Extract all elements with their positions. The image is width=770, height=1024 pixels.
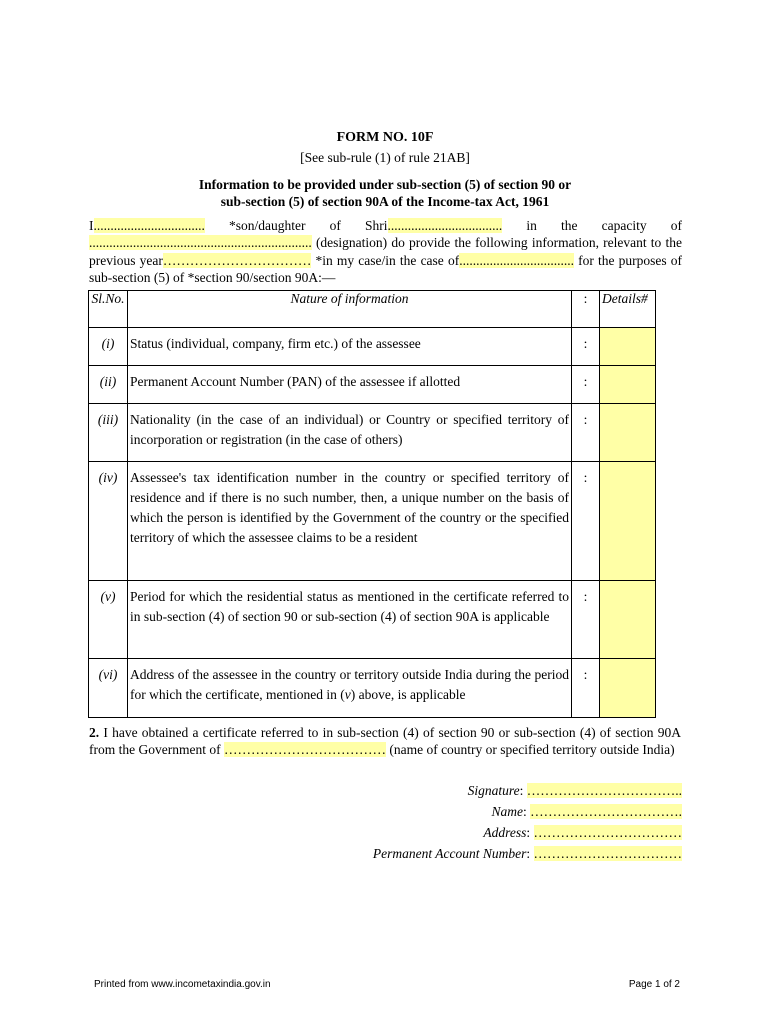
country-name-field[interactable]: ………………………………	[223, 742, 386, 758]
row-description: Period for which the residential status as mentioned in the certificate referred to in sub-section (4) of section 90 or sub-section (4) of section 90A is applicable	[130, 589, 569, 624]
table-row	[89, 366, 656, 404]
footer-source: Printed from www.incometaxindia.gov.in	[94, 979, 271, 990]
signature-label: Signature	[467, 783, 520, 798]
certificate-paragraph	[89, 724, 681, 759]
details-field-address[interactable]	[600, 659, 656, 718]
name-label: Name	[491, 804, 523, 819]
name-field[interactable]: …………………………….	[530, 804, 682, 819]
row-number: (v)	[100, 589, 116, 604]
information-table	[88, 290, 656, 718]
intro-text-2: *son/daughter of Shri	[204, 218, 388, 233]
table-row	[89, 581, 656, 659]
intro-text-4: (designation) do provide the following information, relevant to the previous year	[89, 235, 682, 268]
address-line: Address: ……………………………	[483, 825, 682, 840]
row-description: Assessee's tax identification number in the country or specified territory of residence and if there is no such number, then, a unique number on the basis of which the person is identified by the Government of the country or the specified territory of which the assessee claims to be a resident	[130, 470, 569, 545]
pan-field[interactable]: ……………………………	[533, 846, 682, 861]
row-description: Permanent Account Number (PAN) of the assessee if allotted	[130, 374, 461, 389]
previous-year-field[interactable]: ……………………………	[162, 252, 312, 268]
intro-text-3: in the capacity of	[502, 218, 682, 233]
header-nature: Nature of information	[128, 291, 572, 328]
row-description: Status (individual, company, firm etc.) of the assessee	[130, 336, 421, 351]
para-text-1: I have obtained a certificate referred to in sub-section (4) of section 90 or sub-section (4) of section 90A from the Government of	[89, 725, 681, 758]
table-row	[89, 328, 656, 366]
details-field-pan[interactable]	[600, 366, 656, 404]
details-field-status[interactable]	[600, 328, 656, 366]
row-number: (i)	[101, 336, 115, 351]
details-field-tin[interactable]	[600, 462, 656, 581]
header-details: Details#	[600, 291, 656, 328]
header-colon: :	[572, 291, 600, 328]
row-number: (iii)	[97, 412, 119, 427]
heading-line-2: sub-section (5) of section 90A of the Income-tax Act, 1961	[220, 194, 550, 209]
row-description-b: ) above, is applicable	[350, 687, 466, 702]
table-header-row	[89, 291, 656, 328]
row-description: Nationality (in the case of an individual) or Country or specified territory of incorporation or registration (in the case of others)	[130, 412, 569, 447]
row-colon: :	[583, 412, 588, 427]
intro-text-6: for the purposes of sub-section (5) of *section 90/section 90A:—	[89, 252, 682, 285]
signature-line: Signature: ……………………………..	[467, 783, 682, 798]
case-of-field[interactable]: ..................................	[459, 252, 574, 268]
pan-label: Permanent Account Number	[372, 846, 527, 861]
row-description	[128, 659, 571, 715]
row-number: (iv)	[98, 470, 118, 485]
header-slno: Sl.No.	[89, 291, 128, 328]
page-number: Page 1 of 2	[628, 979, 680, 990]
form-subrule: [See sub-rule (1) of rule 21AB]	[300, 150, 470, 165]
details-field-period[interactable]	[600, 581, 656, 659]
assessee-name-field[interactable]: .................................	[93, 218, 205, 233]
table-row	[89, 659, 656, 718]
row-colon: :	[583, 667, 588, 682]
designation-field[interactable]: ..................................................................	[89, 235, 312, 251]
row-colon: :	[583, 589, 588, 604]
form-heading	[0, 176, 770, 210]
pan-line: Permanent Account Number: ……………………………	[372, 846, 682, 861]
heading-line-1: Information to be provided under sub-section (5) of section 90 or	[198, 177, 572, 192]
row-number: (vi)	[98, 667, 118, 682]
intro-text-1: I	[89, 218, 94, 233]
table-row	[89, 404, 656, 462]
row-description-a: Address of the assessee in the country or territory outside India during the period for which the certificate, mentioned in (	[130, 667, 569, 702]
para-text-2: (name of country or specified territory outside India)	[385, 742, 675, 758]
row-colon: :	[583, 470, 588, 485]
address-field[interactable]: ……………………………	[533, 825, 682, 840]
intro-text-5: *in my case/in the case of	[311, 252, 460, 268]
row-colon: :	[583, 336, 588, 351]
table-row	[89, 462, 656, 581]
row-number: (ii)	[99, 374, 117, 389]
intro-paragraph	[89, 217, 682, 286]
row-description-ref: v	[344, 687, 351, 702]
form-title: FORM NO. 10F	[336, 130, 434, 145]
details-field-nationality[interactable]	[600, 404, 656, 462]
para-number: 2.	[89, 725, 100, 740]
address-label: Address	[483, 825, 527, 840]
signature-field[interactable]: ……………………………..	[526, 783, 682, 798]
father-name-field[interactable]: ..................................	[387, 218, 503, 233]
name-line: Name: …………………………….	[491, 804, 682, 819]
row-colon: :	[583, 374, 588, 389]
